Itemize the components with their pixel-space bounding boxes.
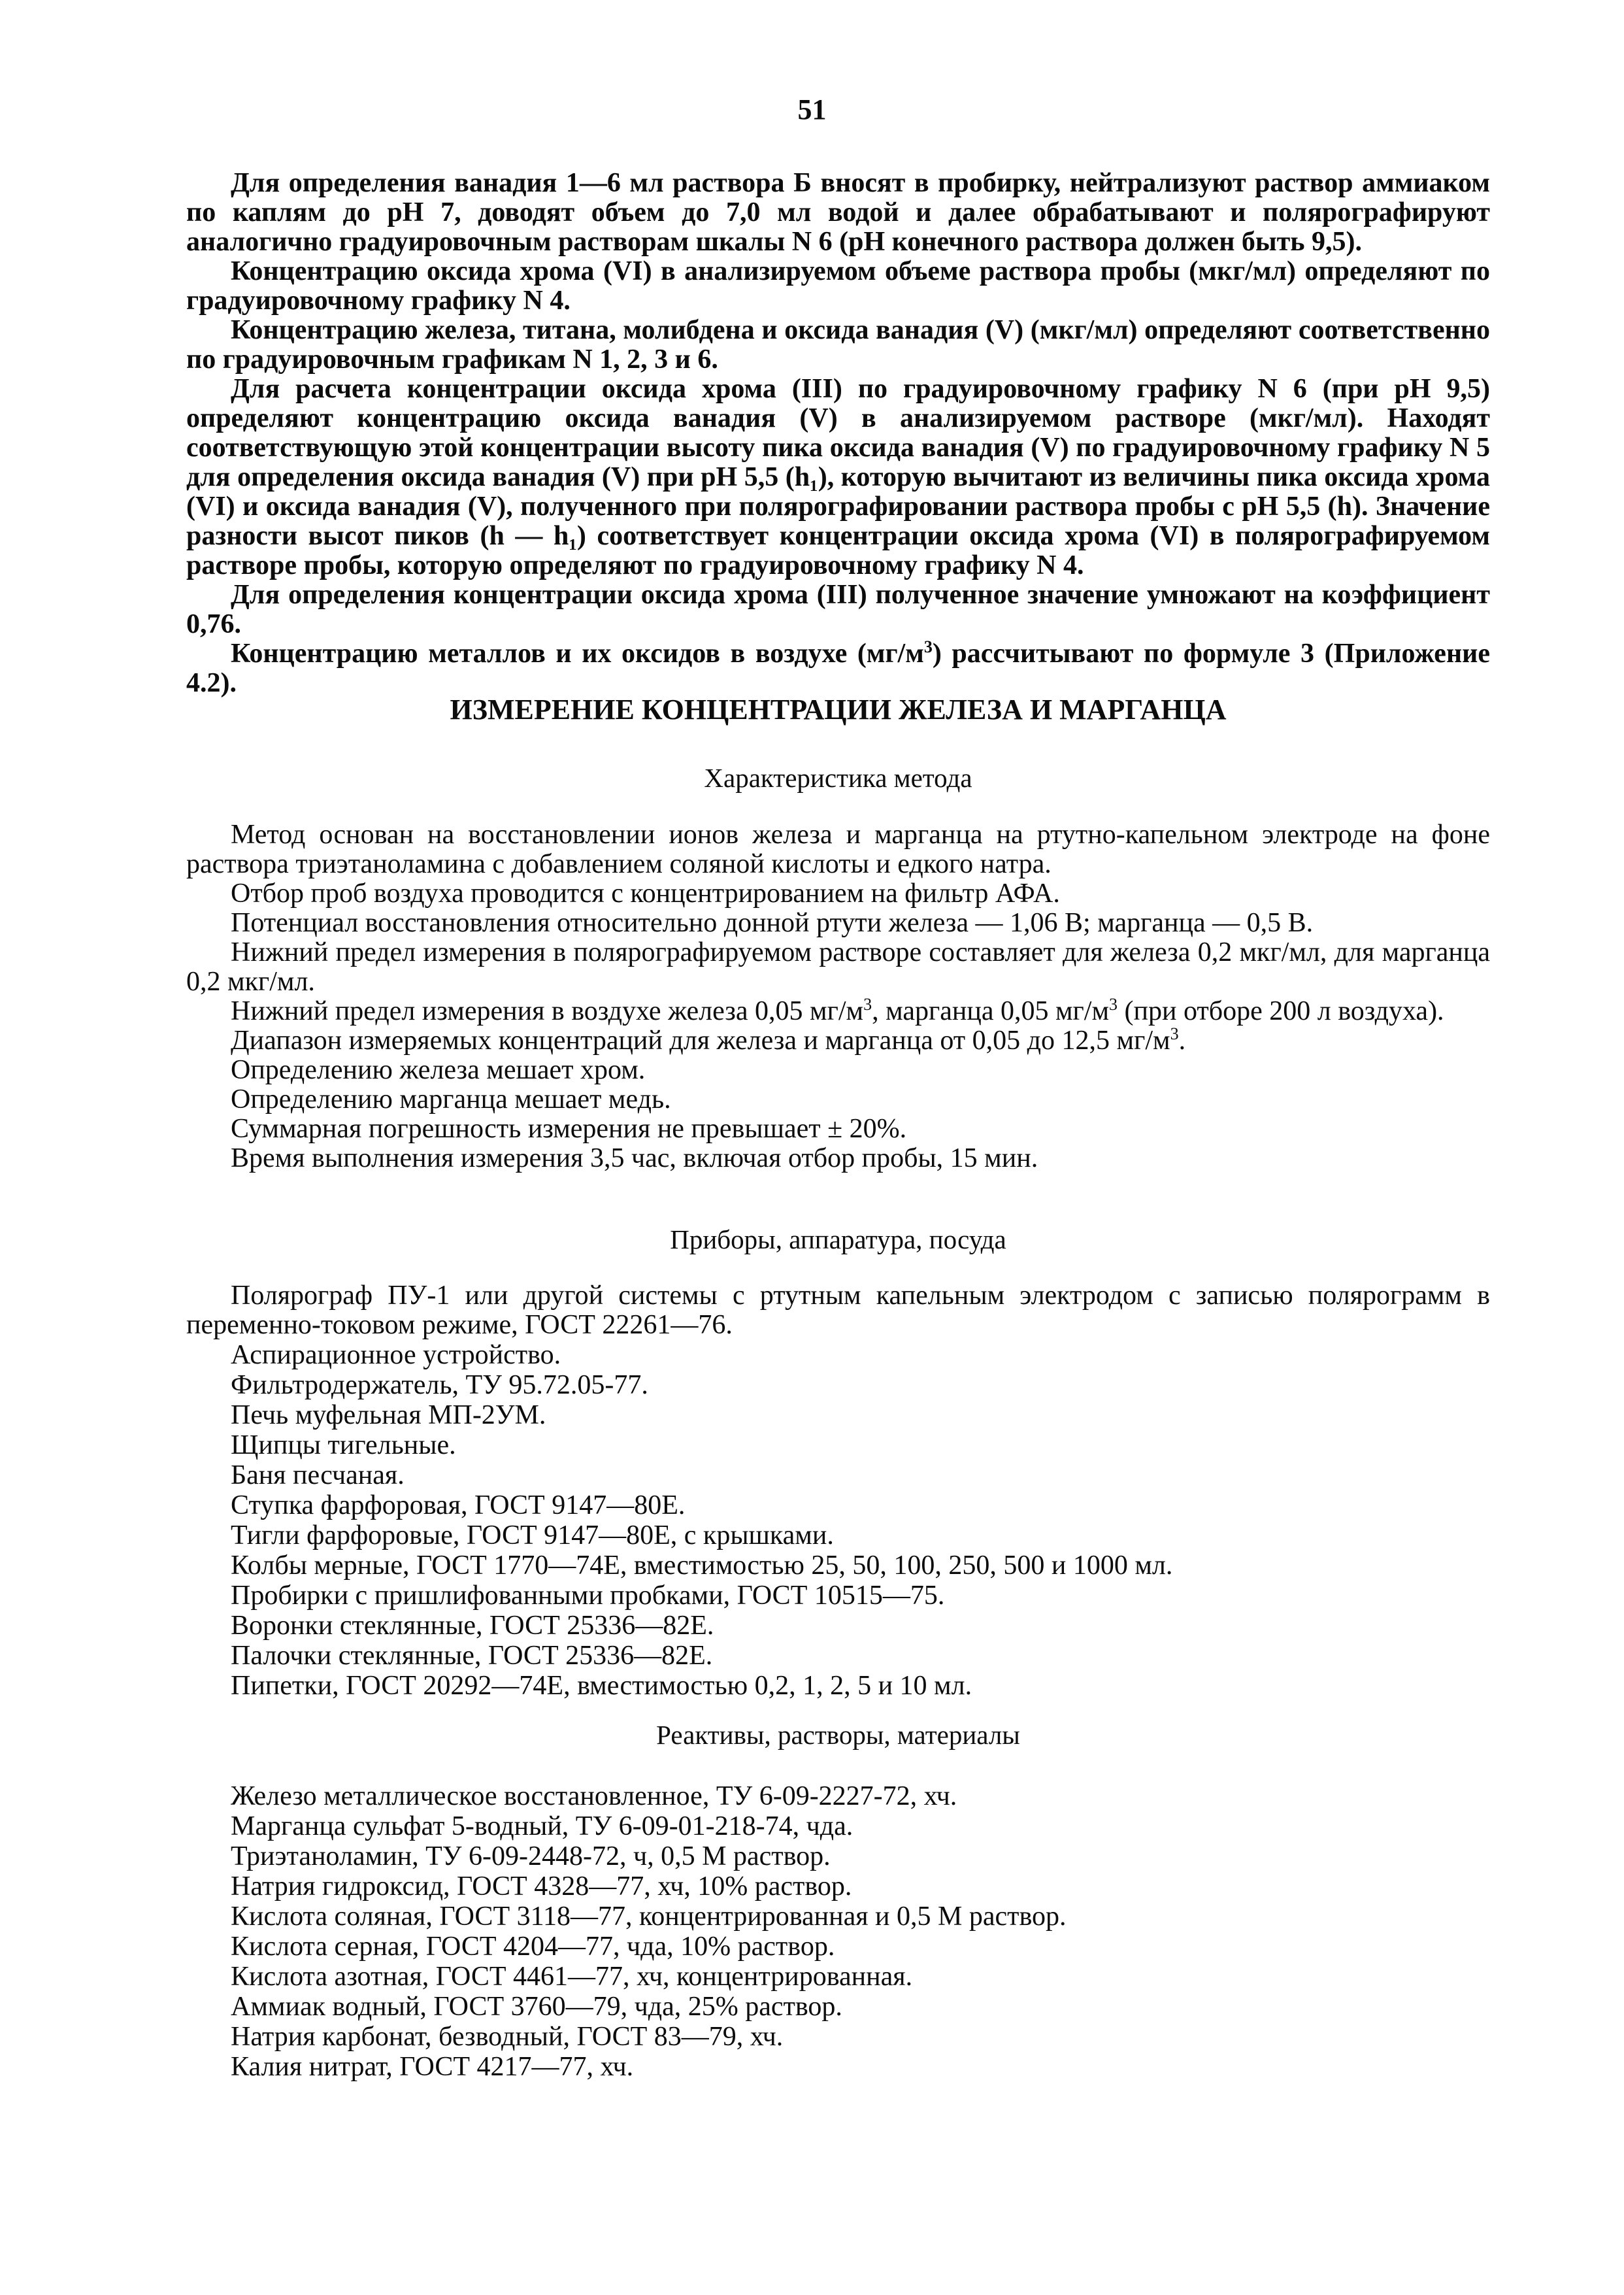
reagent-item: Кислота азотная, ГОСТ 4461—77, хч, концентрированная.: [231, 1962, 913, 1992]
equipment-item: Тигли фарфоровые, ГОСТ 9147—80Е, с крышками.: [231, 1520, 834, 1550]
reagents-heading-block: [186, 1719, 1490, 1751]
method-paragraph: Нижний предел измерения в полярографируемом растворе составляет для железа 0,2 мкг/мл, для марганца 0,2 мкг/мл.: [186, 937, 1490, 997]
equipment-section: [186, 1281, 1490, 1701]
top-paragraphs: [186, 169, 1490, 698]
reagent-item: Кислота соляная, ГОСТ 3118—77, концентрированная и 0,5 М раствор.: [231, 1901, 1067, 1932]
equipment-item: Ступка фарфоровая, ГОСТ 9147—80Е.: [231, 1490, 686, 1520]
method-heading-block: [186, 762, 1490, 794]
paragraph-chromium-iii-calculation: Для расчета концентрации оксида хрома (III) по градуировочному графику N 6 (при pH 9,5) определяют концентрацию оксида ванадия (V) в анализируемом растворе (мкг/мл). Находят соответствующую этой концентрации высоту пика оксида ванадия (V) по градуировочному графику N 5 для определения оксида ванадия (V) при pH 5,5 (h₁), которую вычитают из величины пика оксида хрома (VI) и оксида ванадия (V), полученного при полярографировании раствора пробы с pH 5,5 (h). Значение разности высот пиков (h — h₁) соответствует концентрации оксида хрома (VI) в полярографируемом растворе пробы, которую определяют по градуировочному графику N 4.: [186, 374, 1490, 580]
paragraph-vanadium-determination: Для определения ванадия 1—6 мл раствора Б вносят в пробирку, нейтрализуют раствор аммиаком по каплям до pH 7, доводят объем до 7,0 мл водой и далее обрабатывают и полярографируют аналогично градуировочным растворам шкалы N 6 (pH конечного раствора должен быть 9,5).: [186, 168, 1490, 257]
equipment-item: Пробирки с пришлифованными пробками, ГОСТ 10515—75.: [231, 1581, 945, 1611]
page-number: 51: [797, 93, 827, 126]
method-paragraph: Время выполнения измерения 3,5 час, включая отбор пробы, 15 мин.: [231, 1143, 1038, 1173]
equipment-heading-block: [186, 1224, 1490, 1255]
equipment-item: Щипцы тигельные.: [231, 1430, 456, 1460]
method-paragraph: Отбор проб воздуха проводится с концентрированием на фильтр АФА.: [231, 879, 1060, 909]
paragraph-metals-concentration: Концентрацию железа, титана, молибдена и оксида ванадия (V) (мкг/мл) определяют соответственно по градуировочным графикам N 1, 2, 3 и 6.: [186, 315, 1490, 375]
method-paragraph: Определению железа мешает хром.: [231, 1055, 646, 1085]
reagents-section: [186, 1781, 1490, 2082]
equipment-item: Пипетки, ГОСТ 20292—74Е, вместимостью 0,2, 1, 2, 5 и 10 мл.: [231, 1671, 972, 1701]
equipment-item: Баня песчаная.: [231, 1460, 405, 1490]
equipment-item: Палочки стеклянные, ГОСТ 25336—82Е.: [231, 1641, 713, 1671]
method-paragraph: Потенциал восстановления относительно донной ртути железа — 1,06 В; марганца — 0,5 В.: [231, 908, 1314, 938]
reagent-item: Аммиак водный, ГОСТ 3760—79, чда, 25% раствор.: [231, 1992, 842, 2022]
method-paragraph-air-limit: Нижний предел измерения в воздухе железа 0,05 $мг/м^3$, марганца 0,05 $мг/м^3$ (при отборе 200 л воздуха).: [231, 995, 1444, 1026]
equipment-item: Колбы мерные, ГОСТ 1770—74Е, вместимостью 25, 50, 100, 250, 500 и 1000 мл.: [231, 1550, 1173, 1581]
equipment-item: Фильтродержатель, ТУ 95.72.05-77.: [231, 1370, 648, 1400]
equipment-item: Печь муфельная МП-2УМ.: [231, 1400, 546, 1430]
method-paragraph: Суммарная погрешность измерения не превышает ± 20%.: [231, 1114, 907, 1144]
section-title-block: [186, 693, 1490, 726]
reagent-item: Натрия гидроксид, ГОСТ 4328—77, хч, 10% раствор.: [231, 1871, 852, 1901]
reagent-item: Триэтаноламин, ТУ 6-09-2448-72, ч, 0,5 М раствор.: [231, 1841, 831, 1871]
equipment-item: Аспирационное устройство.: [231, 1340, 561, 1370]
method-heading: Характеристика метода: [704, 763, 972, 793]
equipment-item: Воронки стеклянные, ГОСТ 25336—82Е.: [231, 1611, 714, 1641]
reagent-item: Калия нитрат, ГОСТ 4217—77, хч.: [231, 2052, 634, 2082]
reagent-item: Марганца сульфат 5-водный, ТУ 6-09-01-218-74, чда.: [231, 1811, 853, 1841]
reagents-heading: Реактивы, растворы, материалы: [656, 1720, 1020, 1750]
paragraph-formula-reference: Концентрацию металлов и их оксидов в воздухе $(мг/м^3)$ рассчитывают по формуле 3 (Приложение 4.2).: [186, 637, 1490, 698]
method-paragraph: Определению марганца мешает медь.: [231, 1084, 671, 1114]
paragraph-chromium-vi-concentration: Концентрацию оксида хрома (VI) в анализируемом объеме раствора пробы (мкг/мл) определяют по градуировочному графику N 4.: [186, 256, 1490, 316]
method-paragraph-range: Диапазон измеряемых концентраций для железа и марганца от 0,05 до 12,5 $мг/м^3$.: [231, 1024, 1186, 1056]
reagent-item: Железо металлическое восстановленное, ТУ 6-09-2227-72, хч.: [231, 1781, 957, 1811]
method-paragraph: Метод основан на восстановлении ионов железа и марганца на ртутно-капельном электроде на фоне раствора триэтаноламина с добавлением соляной кислоты и едкого натра.: [186, 820, 1490, 879]
reagent-item: Кислота серная, ГОСТ 4204—77, чда, 10% раствор.: [231, 1932, 835, 1962]
section-title: ИЗМЕРЕНИЕ КОНЦЕНТРАЦИИ ЖЕЛЕЗА И МАРГАНЦА: [450, 694, 1227, 726]
equipment-intro: Полярограф ПУ-1 или другой системы с ртутным капельным электродом с записью полярограмм в переменно-токовом режиме, ГОСТ 22261—76.: [186, 1281, 1490, 1340]
reagent-item: Натрия карбонат, безводный, ГОСТ 83—79, хч.: [231, 2022, 784, 2052]
method-section: [186, 820, 1490, 1173]
paragraph-coefficient: Для определения концентрации оксида хрома (III) полученное значение умножают на коэффициент 0,76.: [186, 580, 1490, 639]
equipment-heading: Приборы, аппаратура, посуда: [670, 1224, 1006, 1254]
